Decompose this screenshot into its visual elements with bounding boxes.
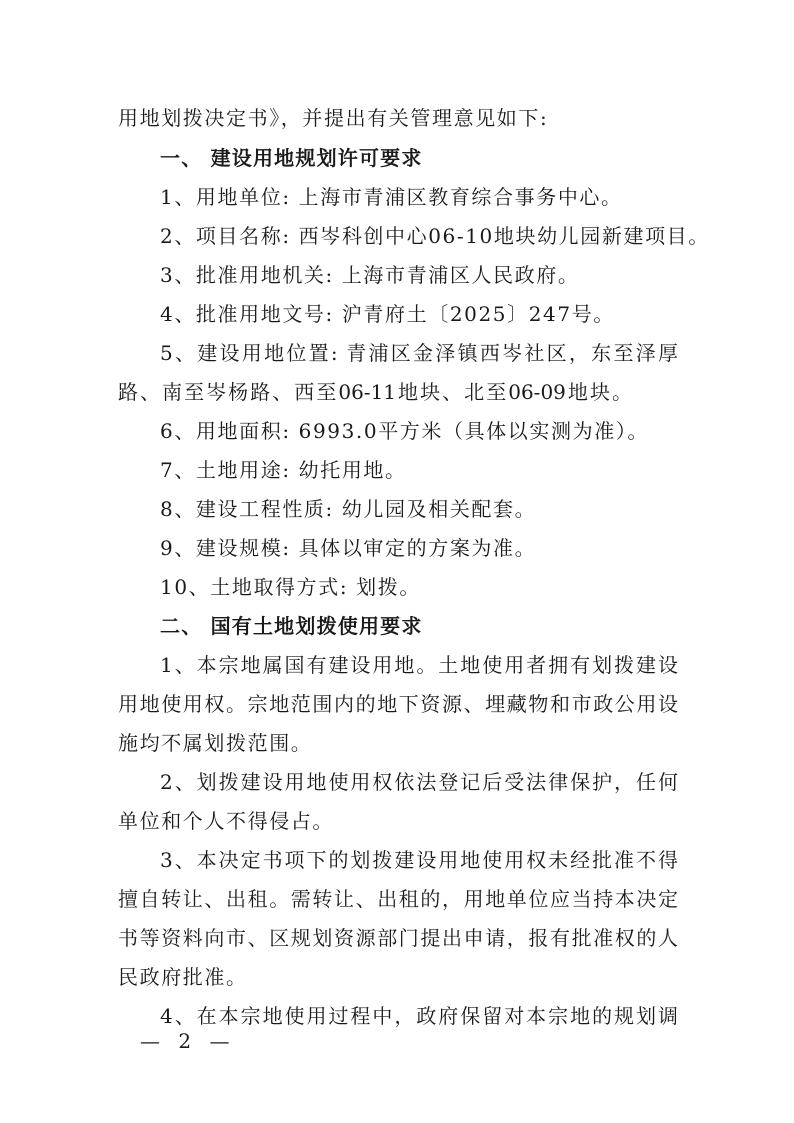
paragraph-line: 3、本决定书项下的划拨建设用地使用权未经批准不得 — [160, 848, 678, 872]
paragraph-line: 施均不属划拨范围。 — [118, 731, 313, 755]
list-item: 7、土地用途: 幼托用地。 — [160, 458, 407, 482]
page-number: — 2 — — [140, 1029, 236, 1053]
paragraph-line: 单位和个人不得侵占。 — [118, 809, 334, 833]
list-item: 4、批准用地文号: 沪青府土〔2025〕247号。 — [160, 302, 615, 326]
text-line: 用地划拨决定书》，并提出有关管理意见如下: — [118, 106, 549, 130]
text-line: 路、南至岑杨路、西至06-11地块、北至06-09地块。 — [118, 380, 632, 404]
list-item: 2、项目名称: 西岑科创中心06-10地块幼儿园新建项目。 — [160, 224, 710, 248]
section-heading-2: 二、 国有土地划拨使用要求 — [160, 614, 423, 638]
list-item: 3、批准用地机关: 上海市青浦区人民政府。 — [160, 263, 580, 287]
paragraph-line: 用地使用权。宗地范围内的地下资源、埋藏物和市政公用设 — [118, 692, 678, 716]
list-item: 10、土地取得方式: 划拨。 — [160, 575, 421, 599]
paragraph-line: 民政府批准。 — [118, 965, 248, 989]
list-item: 8、建设工程性质: 幼儿园及相关配套。 — [160, 497, 537, 521]
paragraph-line: 4、在本宗地使用过程中，政府保留对本宗地的规划调 — [160, 1004, 678, 1028]
paragraph-line: 擅自转让、出租。需转让、出租的，用地单位应当持本决定 — [118, 887, 678, 911]
paragraph-line: 1、本宗地属国有建设用地。土地使用者拥有划拨建设 — [160, 653, 678, 677]
list-item: 5、建设用地位置: 青浦区金泽镇西岑社区，东至泽厚 — [160, 341, 678, 365]
list-item: 6、用地面积: 6993.0平方米（具体以实测为准）。 — [160, 419, 650, 443]
section-heading-1: 一、 建设用地规划许可要求 — [160, 146, 423, 170]
list-item: 9、建设规模: 具体以审定的方案为准。 — [160, 536, 537, 560]
paragraph-line: 2、划拨建设用地使用权依法登记后受法律保护，任何 — [160, 770, 678, 794]
paragraph-line: 书等资料向市、区规划资源部门提出申请，报有批准权的人 — [118, 926, 678, 950]
list-item: 1、用地单位: 上海市青浦区教育综合事务中心。 — [160, 185, 623, 209]
